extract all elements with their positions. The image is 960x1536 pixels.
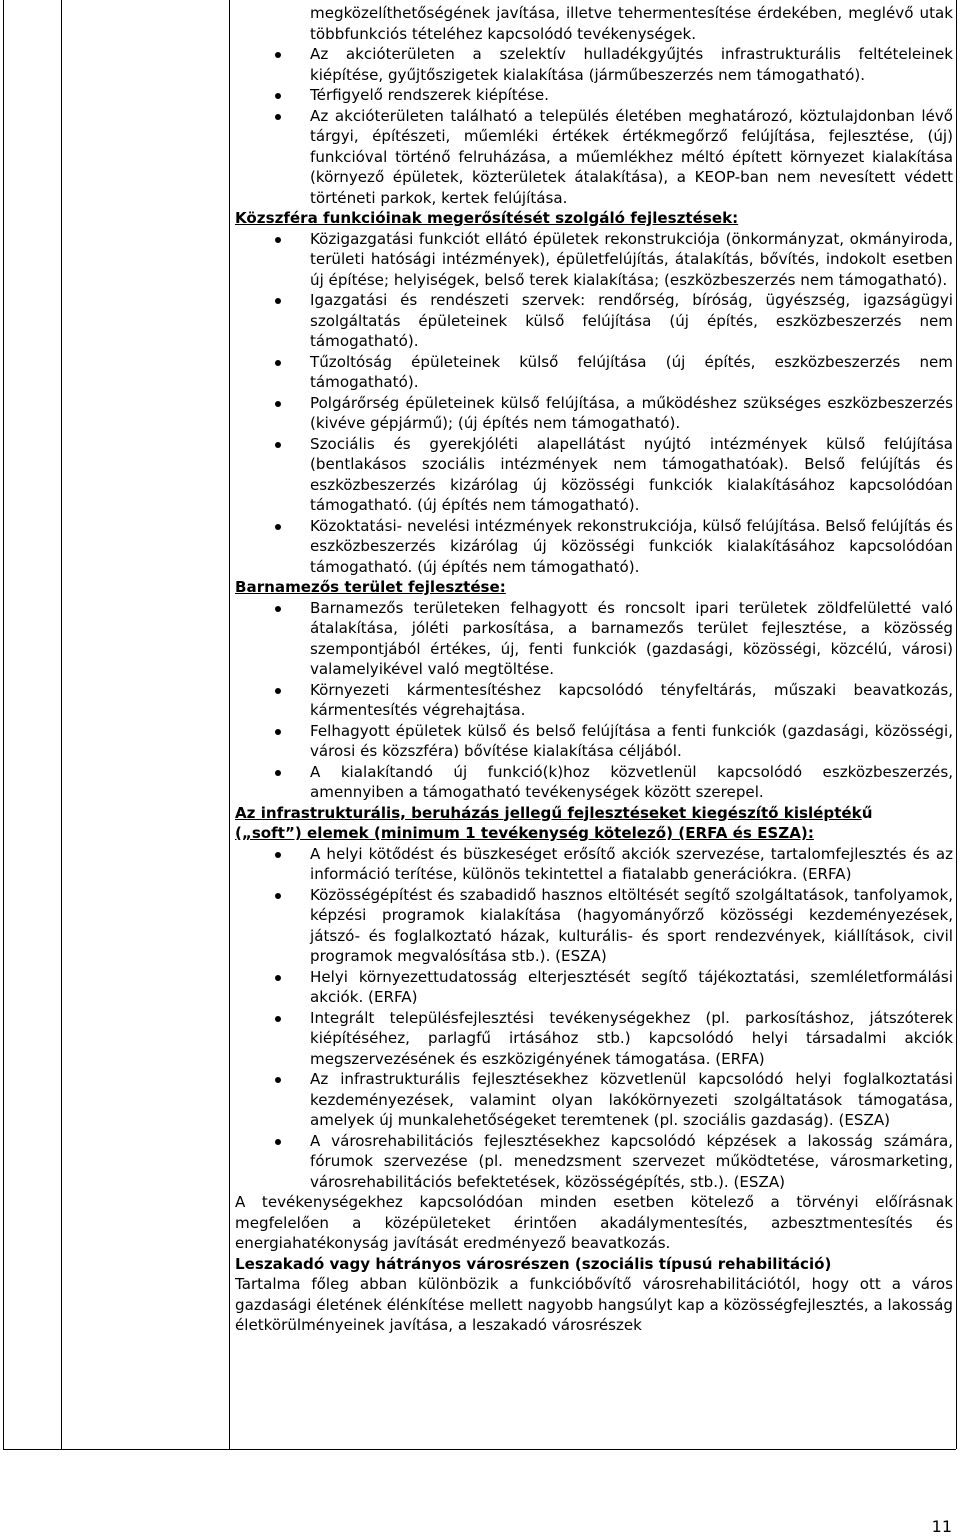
bullet-icon [275, 893, 281, 899]
list-item: Közösségépítést és szabadidő hasznos eltöltését segítő szolgáltatások, tanfolyamok, képzési programok kialakítása (hagyományőrző közösségi kezdeményezések, játszó- és foglalkoztató házak, kulturális- és sport rendezvények, kiállítások, civil programok megvalósítása stb.). (ESZA) [235, 885, 953, 967]
bullet-icon [275, 360, 281, 366]
bullet-icon [275, 975, 281, 981]
list-item: Az infrastrukturális fejlesztésekhez közvetlenül kapcsolódó helyi foglalkoztatási kezdeményezések, valamint olyan lakókörnyezeti szolgáltatások támogatása, amelyek új munkalehetőségeket teremtenek (pl. szociális gazdaság). (ESZA) [235, 1069, 953, 1131]
list-item: Barnamezős területeken felhagyott és roncsolt ipari területek zöldfelületté való átalakítása, jóléti parkosítása, a barnamezős terület fejlesztése, a közösség szempontjából értékes, új, fenti funkciók (gazdasági, közösségi, közcélú, városi) valamelyikével való megtöltése. [235, 598, 953, 680]
section-heading: Leszakadó vagy hátrányos városrészen (szociális típusú rehabilitáció) [235, 1254, 832, 1273]
bullet-icon [275, 93, 281, 99]
bullet-icon [275, 442, 281, 448]
list-item: A városrehabilitációs fejlesztésekhez kapcsolódó képzések a lakosság számára, fórumok szervezése (pl. menedzsment szervezet működtetése, városmarketing, városrehabilitációs befektetések, közösségépítés, stb.). (ESZA) [235, 1131, 953, 1193]
table-column-divider [229, 0, 230, 1449]
document-text-cell [235, 3, 953, 1336]
list-item: Közigazgatási funkciót ellátó épületek rekonstrukciója (önkormányzat, okmányiroda, területi hatósági intézmények), épületfelújítás, átalakítás, bővítés, indokolt esetben új építése; helyiségek, belső terek kialakítása; (eszközbeszerzés nem támogatható). [235, 229, 953, 291]
table-border-bottom [3, 1449, 956, 1450]
bullet-icon [275, 401, 281, 407]
bullet-icon [275, 114, 281, 120]
paragraph: A tevékenységekhez kapcsolódóan minden esetben kötelező a törvényi előírásnak megfelelően a középületeket érintően akadálymentesítés, azbesztmentesítés és energiahatékonyság javítását eredményező beavatkozás. [235, 1193, 953, 1252]
bullet-icon [275, 770, 281, 776]
list-item: A kialakítandó új funkció(k)hoz közvetlenül kapcsolódó eszközbeszerzés, amennyiben a támogatható tevékenységek között szerepel. [235, 762, 953, 803]
list-item: Polgárőrség épületeinek külső felújítása, a működéshez szükséges eszközbeszerzés (kivéve gépjármű); (új építés nem támogatható). [235, 393, 953, 434]
section-heading: Barnamezős terület fejlesztése: [235, 578, 506, 596]
paragraph: Tartalma főleg abban különbözik a funkcióbővítő városrehabilitációtól, hogy ott a város gazdasági életének élénkítése mellett nagyobb hangsúlyt kap a közösségfejlesztés, a lakosság életkörülményeinek javítása, a leszakadó városrészek [235, 1275, 953, 1334]
list-item: Szociális és gyerekjóléti alapellátást nyújtó intézmények külső felújítása (bentlakásos szociális intézmények nem támogathatóak). Belső felújítás és eszközbeszerzés kizárólag új közösségi funkciók kialakításához kapcsolódóan támogatható. (új építés nem támogatható). [235, 434, 953, 516]
list-item: Az akcióterületen a szelektív hulladékgyűjtés infrastrukturális feltételeinek kiépítése, gyűjtőszigetek kialakítása (járműbeszerzés nem támogatható). [235, 44, 953, 85]
bullet-icon [275, 1139, 281, 1145]
list-item: Helyi környezettudatosság elterjesztését segítő tájékoztatási, szemléletformálási akciók. (ERFA) [235, 967, 953, 1008]
bullet-icon [275, 729, 281, 735]
list-item: A helyi kötődést és büszkeséget erősítő akciók szervezése, tartalomfejlesztés és az információ terítése, különös tekintettel a fiatalabb generációkra. (ERFA) [235, 844, 953, 885]
bullet-icon [275, 298, 281, 304]
list-item: Térfigyelő rendszerek kiépítése. [235, 85, 953, 106]
bullet-icon [275, 852, 281, 858]
bullet-icon [275, 606, 281, 612]
bullet-icon [275, 688, 281, 694]
bullet-icon [275, 237, 281, 243]
bullet-icon [275, 1077, 281, 1083]
page-number: 11 [931, 1517, 952, 1536]
bullet-icon [275, 1016, 281, 1022]
table-border-left [3, 0, 4, 1449]
list-item: Az akcióterületen található a település életében meghatározó, köztulajdonban lévő tárgyi, építészeti, műemléki értékek értékmegőrző felújítása, fejlesztése, (új) funkcióval történő felruházása, a műemlékhez méltó épített környezet kialakítása (környező épületek, közterületek átalakítása), a KEOP-ban nem nevesített védett történeti parkok, kertek felújítása. [235, 106, 953, 209]
section-heading: Az infrastrukturális, beruházás jellegű fejlesztéseket kiegészítő kisléptékű („soft”) elemek (minimum 1 tevékenység kötelező) (ERFA és ESZA): [235, 803, 873, 842]
list-item: Integrált településfejlesztési tevékenységekhez (pl. parkosításhoz, játszóterek kiépítéséhez, parlagfű irtásához stb.) kapcsolódó helyi társadalmi akciók megszervezésének és eszközigényének támogatása. (ERFA) [235, 1008, 953, 1070]
table-border-right [956, 0, 957, 1449]
list-item: Felhagyott épületek külső és belső felújítása a fenti funkciók (gazdasági, közösségi, városi és közszféra) bővítése kialakítása céljából. [235, 721, 953, 762]
list-item: Igazgatási és rendészeti szervek: rendőrség, bíróság, ügyészség, igazságügyi szolgáltatás épületeinek külső felújítása (új építés, eszközbeszerzés nem támogatható). [235, 290, 953, 352]
list-item-continuation: megközelíthetőségének javítása, illetve tehermentesítése érdekében, meglévő utak többfunkciós tételéhez kapcsolódó tevékenységek. [310, 4, 953, 43]
bullet-icon [275, 524, 281, 530]
list-item: Környezeti kármentesítéshez kapcsolódó tényfeltárás, műszaki beavatkozás, kármentesítés végrehajtása. [235, 680, 953, 721]
table-column-divider [61, 0, 62, 1449]
section-heading: Közszféra funkcióinak megerősítését szolgáló fejlesztések: [235, 209, 739, 227]
list-item: Tűzoltóság épületeinek külső felújítása (új építés, eszközbeszerzés nem támogatható). [235, 352, 953, 393]
list-item: Közoktatási- nevelési intézmények rekonstrukciója, külső felújítása. Belső felújítás és eszközbeszerzés kizárólag új közösségi funkciók kialakításához kapcsolódóan támogatható. (új építés nem támogatható). [235, 516, 953, 578]
bullet-icon [275, 52, 281, 58]
